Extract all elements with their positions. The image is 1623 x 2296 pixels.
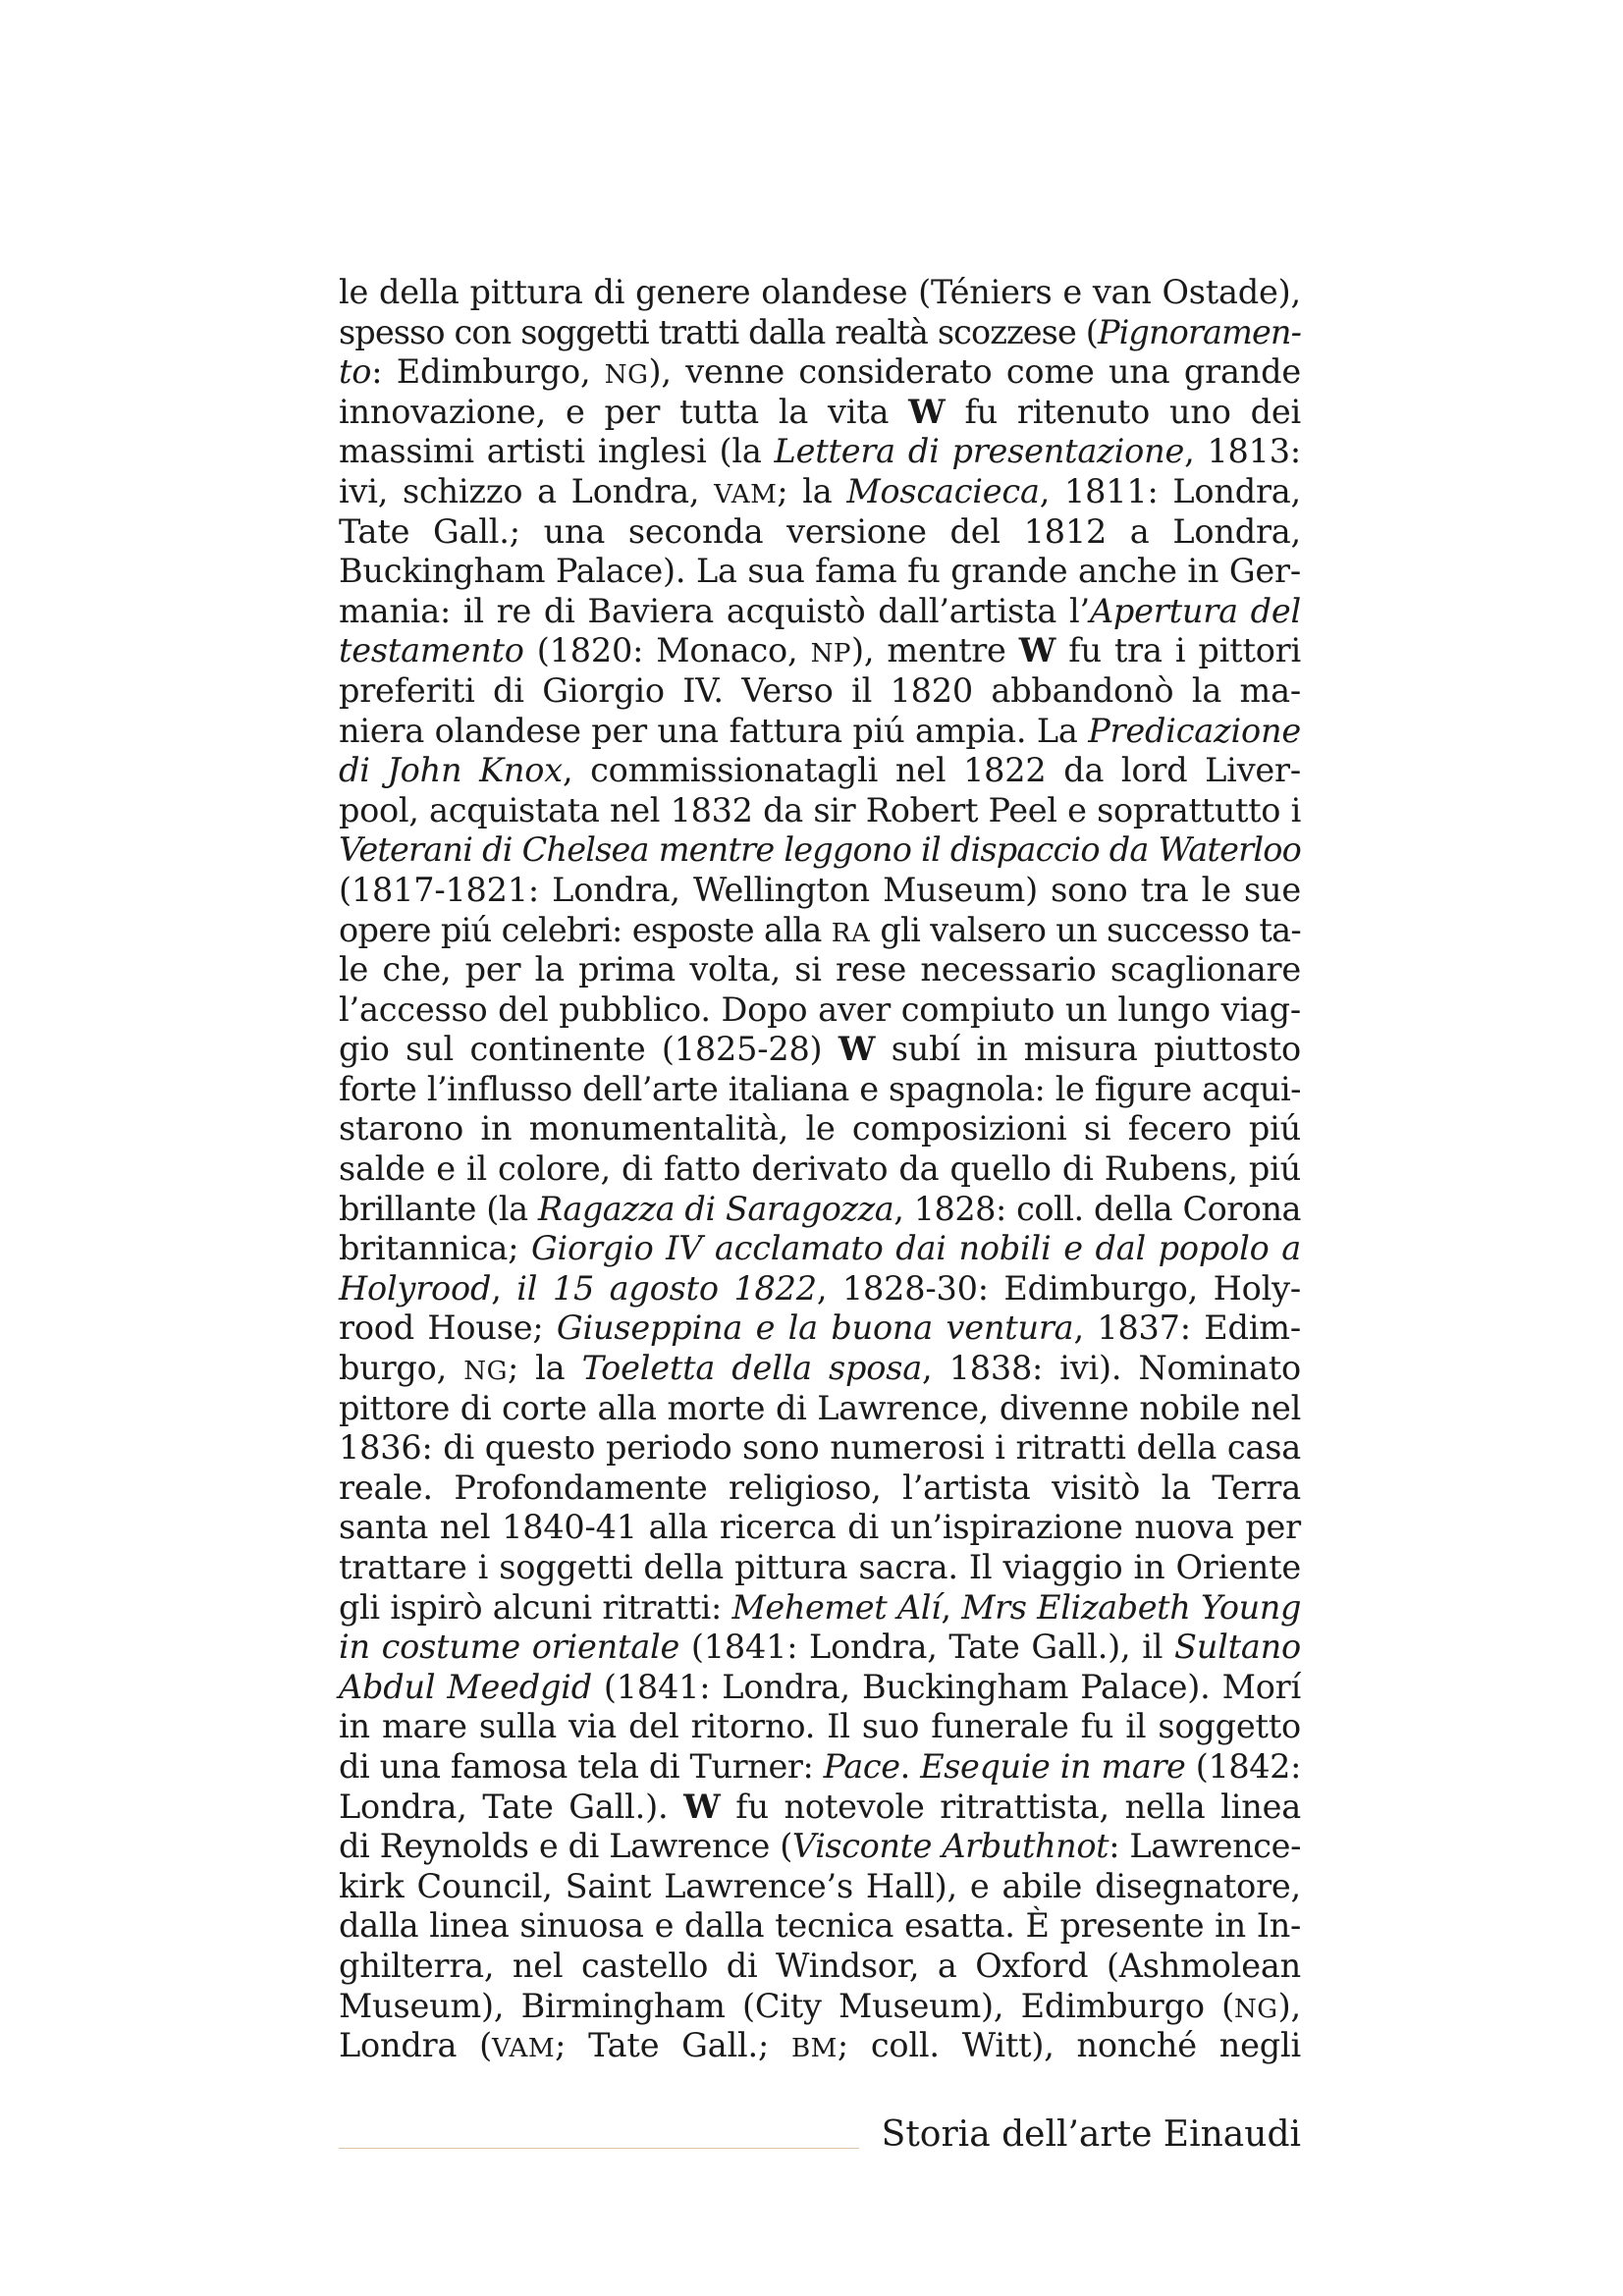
- body-text: [339, 273, 1301, 2066]
- text-segment: , 1811: Londra,: [1039, 471, 1301, 510]
- text-segment: Holyrood: [339, 1268, 492, 1308]
- text-line: [339, 712, 1301, 752]
- text-segment: , 1828: coll. della Corona: [893, 1189, 1301, 1228]
- text-segment: Pignoramen-: [1097, 312, 1301, 351]
- text-line: [339, 1229, 1301, 1269]
- text-line: [339, 1867, 1301, 1907]
- text-segment: l’accesso del pubblico. Dopo aver compiuto un lungo viag-: [339, 989, 1301, 1029]
- text-segment: Moscacieca: [846, 471, 1040, 510]
- text-segment: ; la: [777, 471, 847, 510]
- text-segment: Buckingham Palace). La sua fama fu grande anche in Ger-: [339, 552, 1301, 591]
- text-line: [339, 2026, 1301, 2066]
- text-line: [339, 1827, 1301, 1867]
- text-segment: le che, per la prima volta, si rese necessario scaglionare: [339, 950, 1301, 989]
- text-segment: innovazione, e per tutta la vita: [339, 392, 909, 431]
- text-segment: burgo,: [339, 1349, 464, 1388]
- text-segment: ,: [491, 1268, 517, 1308]
- text-segment: : Edimburgo,: [371, 352, 605, 392]
- text-segment: VAM: [714, 479, 778, 509]
- text-line: [339, 990, 1301, 1031]
- text-line: [339, 1109, 1301, 1149]
- text-segment: kirk Council, Saint Lawrence’s Hall), e abile disegnatore,: [339, 1866, 1301, 1905]
- text-line: [339, 1788, 1301, 1828]
- text-segment: pittore di corte alla morte di Lawrence, divenne nobile nel: [339, 1388, 1301, 1427]
- text-line: [339, 592, 1301, 632]
- text-line: [339, 1428, 1301, 1468]
- text-segment: BM: [790, 2034, 838, 2064]
- text-line: [339, 1468, 1301, 1509]
- text-segment: Visconte Arbuthnot: [791, 1827, 1109, 1866]
- text-segment: Tate Gall.; una seconda versione del 1812 a Londra,: [339, 511, 1301, 551]
- text-segment: di una famosa tela di Turner:: [339, 1746, 824, 1786]
- text-segment: di John Knox: [339, 751, 563, 790]
- text-segment: ; coll. Witt), nonché negli: [837, 2026, 1301, 2065]
- text-line: [339, 1508, 1301, 1548]
- text-line: [339, 1987, 1301, 2027]
- text-segment: ; Tate Gall.;: [555, 2026, 791, 2065]
- text-segment: Londra (: [339, 2026, 492, 2065]
- text-line: [339, 1548, 1301, 1588]
- text-segment: Veterani di Chelsea mentre leggono il dispaccio da Waterloo: [339, 830, 1301, 870]
- text-segment: NG: [604, 360, 649, 391]
- text-segment: subí in misura piuttosto: [875, 1030, 1301, 1069]
- text-line: [339, 1707, 1301, 1747]
- text-line: [339, 273, 1301, 313]
- text-segment: Lettera di presentazione: [774, 432, 1185, 471]
- text-line: [339, 1308, 1301, 1349]
- text-line: [339, 1149, 1301, 1190]
- text-segment: (1841: Londra, Buckingham Palace). Morí: [591, 1667, 1301, 1706]
- text-segment: Abdul Meedgid: [339, 1667, 592, 1706]
- text-line: [339, 631, 1301, 671]
- text-segment: in mare sulla via del ritorno. Il suo funerale fu il soggetto: [339, 1707, 1301, 1746]
- text-segment: Pace: [823, 1746, 900, 1786]
- text-segment: testamento: [339, 631, 524, 670]
- text-line: [339, 871, 1301, 911]
- text-line: [339, 1906, 1301, 1947]
- text-line: [339, 472, 1301, 512]
- text-segment: VAM: [491, 2034, 556, 2064]
- text-line: [339, 1190, 1301, 1230]
- text-line: [339, 552, 1301, 592]
- text-segment: , 1813:: [1184, 432, 1301, 471]
- text-segment: santa nel 1840-41 alla ricerca di un’ispirazione nuova per: [339, 1508, 1301, 1547]
- text-segment: Museum), Birmingham (City Museum), Edimburgo (: [339, 1986, 1234, 2025]
- text-segment: , commissionatagli nel 1822 da lord Liver-: [562, 751, 1301, 790]
- text-segment: ghilterra, nel castello di Windsor, a Oxford (Ashmolean: [339, 1946, 1301, 1985]
- text-segment: ,: [941, 1587, 962, 1627]
- text-segment: ; la: [507, 1349, 582, 1388]
- text-line: [339, 830, 1301, 871]
- text-segment: NP: [810, 639, 852, 669]
- text-line: [339, 432, 1301, 472]
- text-segment: W: [683, 1787, 721, 1826]
- text-segment: RA: [831, 918, 871, 948]
- text-segment: , 1828-30: Edimburgo, Holy-: [816, 1268, 1301, 1308]
- text-segment: W: [908, 392, 946, 431]
- text-segment: NG: [463, 1357, 508, 1387]
- text-segment: gio sul continente (1825-28): [339, 1030, 839, 1069]
- text-segment: spesso con soggetti tratti dalla realtà scozzese (: [339, 312, 1098, 351]
- text-segment: starono in monumentalità, le composizioni si fecero piú: [339, 1109, 1301, 1148]
- text-segment: (1820: Monaco,: [523, 631, 811, 670]
- text-segment: 1836: di questo periodo sono numerosi i ritratti della casa: [339, 1428, 1301, 1468]
- text-segment: il 15 agosto 1822: [516, 1268, 817, 1308]
- text-line: [339, 791, 1301, 831]
- text-segment: to: [339, 352, 372, 392]
- text-segment: reale. Profondamente religioso, l’artista visitò la Terra: [339, 1468, 1301, 1507]
- text-segment: , 1837: Edim-: [1073, 1308, 1301, 1348]
- text-segment: Sultano: [1173, 1628, 1301, 1667]
- text-segment: (1817-1821: Londra, Wellington Museum) sono tra le sue: [339, 870, 1301, 909]
- text-line: [339, 1269, 1301, 1309]
- text-segment: gli ispirò alcuni ritratti:: [339, 1587, 732, 1627]
- text-segment: Apertura del: [1089, 591, 1301, 630]
- text-line: [339, 1389, 1301, 1429]
- text-segment: forte l’influsso dell’arte italiana e spagnola: le figure acqui-: [339, 1069, 1301, 1108]
- text-segment: Giuseppina e la buona ventura: [556, 1308, 1074, 1348]
- text-segment: in costume orientale: [339, 1628, 680, 1667]
- text-segment: Mehemet Alí: [731, 1587, 942, 1627]
- text-segment: niera olandese per una fattura piú ampia. La: [339, 711, 1089, 750]
- text-segment: Predicazione: [1088, 711, 1301, 750]
- text-line: [339, 352, 1301, 393]
- text-segment: , 1838: ivi). Nominato: [922, 1349, 1301, 1388]
- text-segment: preferiti di Giorgio IV. Verso il 1820 abbandonò la ma-: [339, 670, 1301, 710]
- text-segment: : Lawrence-: [1109, 1827, 1301, 1866]
- text-segment: W: [838, 1030, 876, 1069]
- text-line: [339, 1588, 1301, 1629]
- text-segment: pool, acquistata nel 1832 da sir Robert Peel e soprattutto i: [339, 790, 1301, 829]
- text-segment: Esequie in mare: [920, 1746, 1186, 1786]
- text-segment: ivi, schizzo a Londra,: [339, 471, 715, 510]
- text-segment: gli valsero un successo ta-: [870, 910, 1301, 949]
- text-segment: trattare i soggetti della pittura sacra. Il viaggio in Oriente: [339, 1548, 1301, 1586]
- text-segment: ),: [1277, 1986, 1301, 2025]
- text-line: [339, 512, 1301, 553]
- text-segment: Londra, Tate Gall.).: [339, 1787, 684, 1826]
- text-line: [339, 1070, 1301, 1110]
- text-segment: brillante (la: [339, 1189, 538, 1228]
- text-line: [339, 1747, 1301, 1788]
- text-segment: (1842:: [1185, 1746, 1301, 1786]
- text-line: [339, 950, 1301, 990]
- text-line: [339, 911, 1301, 951]
- text-segment: Ragazza di Saragozza: [537, 1189, 894, 1228]
- text-line: [339, 1030, 1301, 1070]
- text-segment: Giorgio IV acclamato dai nobili e dal popolo a: [530, 1229, 1302, 1268]
- text-segment: NG: [1233, 1994, 1278, 2024]
- text-segment: dalla linea sinuosa e dalla tecnica esatta. È presente in In-: [339, 1906, 1301, 1946]
- text-segment: mania: il re di Baviera acquistò dall’artista l’: [339, 591, 1090, 630]
- text-segment: (1841: Londra, Tate Gall.), il: [679, 1628, 1174, 1667]
- text-segment: fu ritenuto uno dei: [945, 392, 1301, 431]
- text-segment: W: [1018, 631, 1056, 670]
- text-segment: ), mentre: [851, 631, 1019, 670]
- page-footer: [339, 2101, 1301, 2160]
- text-line: [339, 1628, 1301, 1668]
- text-segment: Toeletta della sposa: [581, 1349, 923, 1388]
- text-segment: di Reynolds e di Lawrence (: [339, 1827, 792, 1866]
- text-line: [339, 313, 1301, 353]
- text-segment: massimi artisti inglesi (la: [339, 432, 775, 471]
- text-segment: .: [899, 1746, 921, 1786]
- text-segment: opere piú celebri: esposte alla: [339, 910, 832, 949]
- text-segment: fu notevole ritrattista, nella linea: [720, 1787, 1301, 1826]
- text-segment: rood House;: [339, 1308, 557, 1348]
- text-segment: le della pittura di genere olandese (Téniers e van Ostade),: [339, 273, 1301, 311]
- footer-title: Storia dell’arte Einaudi: [881, 2114, 1301, 2155]
- text-line: [339, 393, 1301, 433]
- text-line: [339, 1349, 1301, 1389]
- text-segment: britannica;: [339, 1229, 531, 1268]
- footer-rule: [339, 2148, 859, 2149]
- text-line: [339, 751, 1301, 791]
- text-segment: salde e il colore, di fatto derivato da quello di Rubens, piú: [339, 1149, 1301, 1189]
- text-line: [339, 671, 1301, 712]
- text-segment: fu tra i pittori: [1055, 631, 1301, 670]
- text-segment: ), venne considerato come una grande: [648, 352, 1301, 392]
- text-line: [339, 1668, 1301, 1708]
- text-line: [339, 1947, 1301, 1987]
- text-segment: Mrs Elizabeth Young: [961, 1587, 1301, 1627]
